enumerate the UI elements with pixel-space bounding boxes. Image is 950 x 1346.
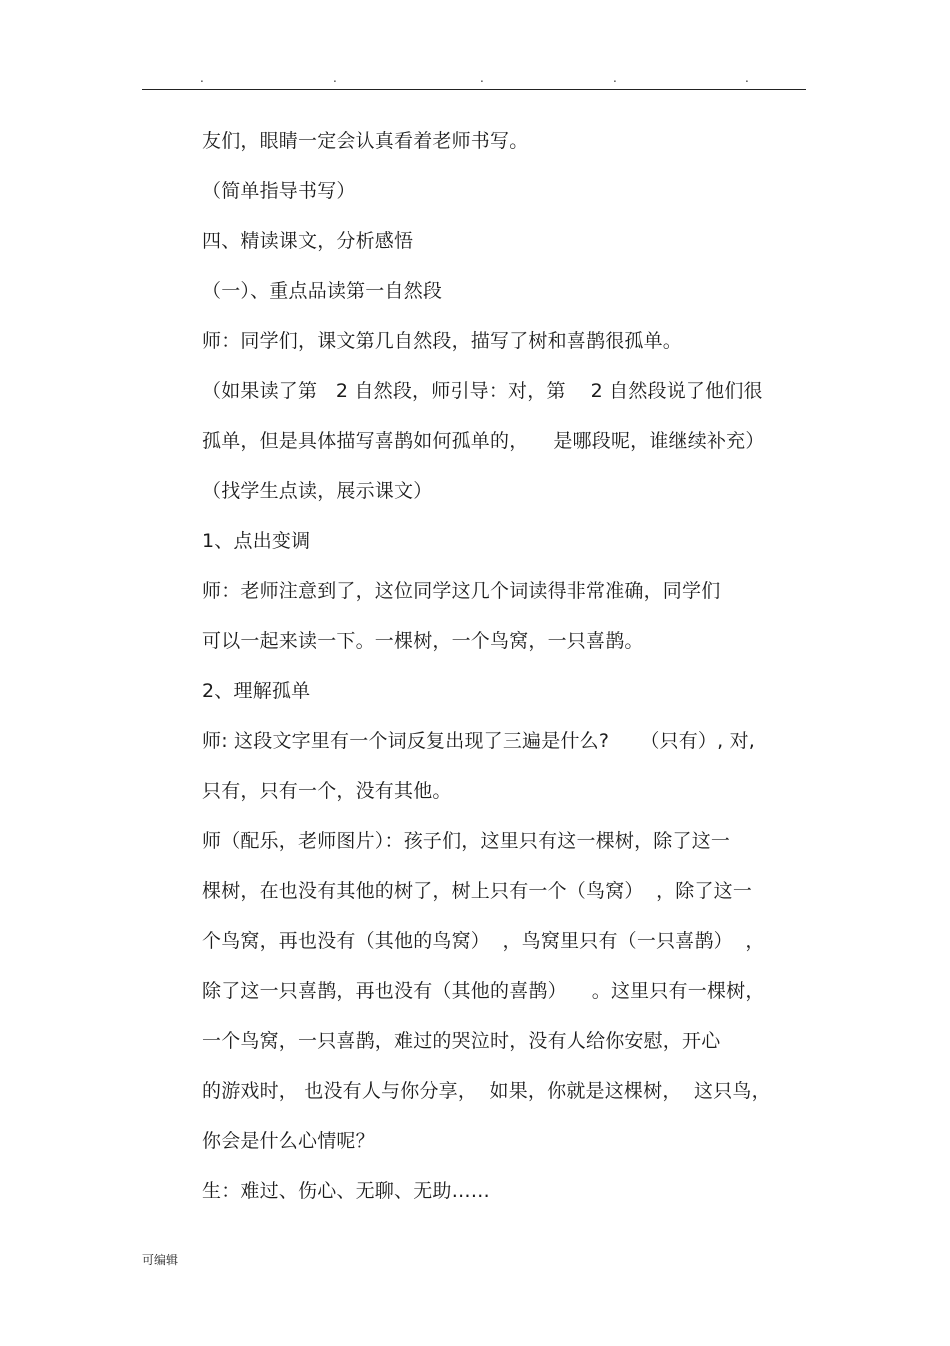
text-line: （简单指导书写） — [202, 180, 356, 202]
text-line: 孤单，但是具体描写喜鹊如何孤单的， 是哪段呢，谁继续补充） — [202, 430, 765, 452]
section-heading: 四、精读课文，分析感悟 — [202, 230, 414, 252]
text-line: （如果读了第 2 自然段，师引导：对，第 2 自然段说了他们很 — [202, 380, 763, 402]
header-dot: . — [745, 71, 749, 85]
text-line: 除了这一只喜鹊，再也没有（其他的喜鹊） 。这里只有一棵树， — [202, 980, 765, 1002]
numbered-heading: 1、点出变调 — [202, 530, 311, 552]
text-line: 师（配乐，老师图片）：孩子们，这里只有这一棵树，除了这一 — [202, 830, 731, 852]
header-dots — [142, 70, 806, 86]
text-line: 生：难过、伤心、无聊、无助…… — [202, 1180, 491, 1202]
text-line: 师：老师注意到了，这位同学这几个词读得非常准确，同学们 — [202, 580, 721, 602]
text-line: 友们，眼睛一定会认真看着老师书写。 — [202, 130, 529, 152]
header-dot: . — [333, 71, 337, 85]
text-line: 师: 这段文字里有一个词反复出现了三遍是什么? （只有）, 对, — [202, 730, 756, 752]
header-dot: . — [480, 71, 484, 85]
footer-note: 可编辑 — [142, 1253, 179, 1267]
text-line: 棵树，在也没有其他的树了，树上只有一个（鸟窝） ，除了这一 — [202, 880, 753, 902]
text-line: 个鸟窝，再也没有（其他的鸟窝） ，鸟窝里只有（一只喜鹊） ， — [202, 930, 765, 952]
text-line: 师：同学们，课文第几自然段，描写了树和喜鹊很孤单。 — [202, 330, 683, 352]
text-line: 一个鸟窝，一只喜鹊，难过的哭泣时，没有人给你安慰，开心 — [202, 1030, 721, 1052]
text-line: 只有，只有一个，没有其他。 — [202, 780, 452, 802]
header-dot: . — [613, 71, 617, 85]
numbered-heading: 2、理解孤单 — [202, 680, 311, 702]
text-line: （找学生点读，展示课文） — [202, 480, 433, 502]
text-line: 你会是什么心情呢？ — [202, 1130, 375, 1152]
text-line: 可以一起来读一下。一棵树，一个鸟窝，一只喜鹊。 — [202, 630, 644, 652]
header-rule — [142, 89, 806, 90]
text-line: 的游戏时， 也没有人与你分享， 如果，你就是这棵树， 这只鸟， — [202, 1080, 771, 1102]
header-dot: . — [200, 71, 204, 85]
subsection-heading: （一）、重点品读第一自然段 — [202, 280, 443, 302]
